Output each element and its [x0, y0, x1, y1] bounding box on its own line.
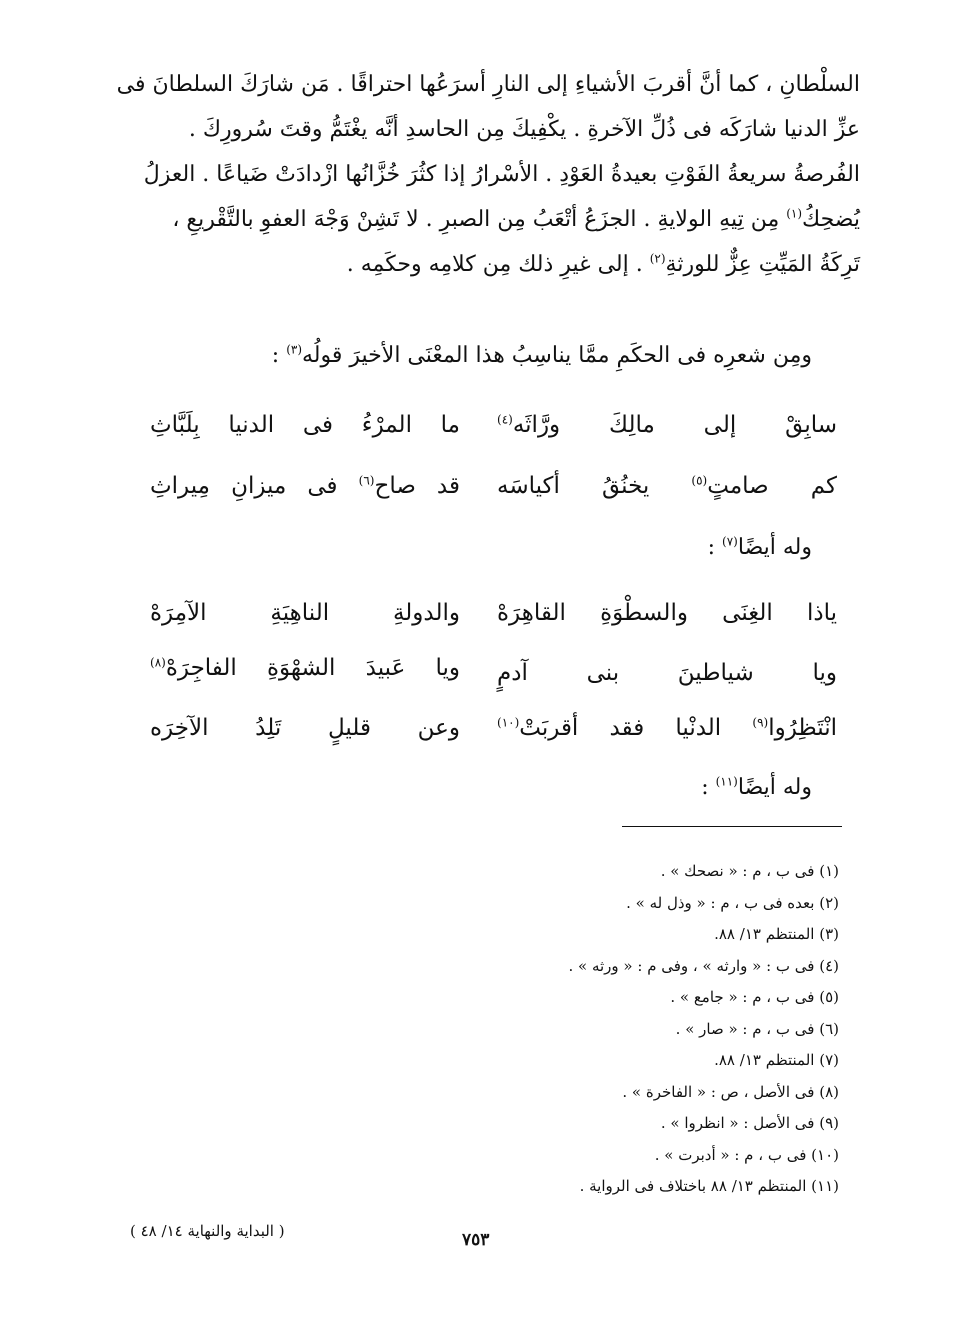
- footnote-9: (٩) فى الأصل : « انظروا » .: [660, 1114, 839, 1132]
- label-text: وله أيضًا: [737, 775, 812, 800]
- footnote-2: (٢) بعده فى ب ، م : « وذل له » .: [626, 893, 839, 912]
- page-number: ٧٥٣: [462, 1230, 490, 1250]
- prose-line-2: عزِّ الدنيا شارَكَه فى ذُلِّ الآخرةِ . يكْفِيكَ مِن الحاسدِ أنَّه يغْتَمُّ وقتَ سُرورِكَ .: [188, 117, 860, 142]
- prose-line-4-start: يُضحِكُ: [802, 207, 860, 232]
- footnote-7: (٧) المنتظم ١٣/ ٨٨.: [714, 1051, 839, 1069]
- poem2-verse2-second-hemistich: [150, 655, 460, 681]
- footnote-marker-2: (٢): [649, 251, 666, 266]
- footnote-5: (٥) فى ب ، م : « جامع » .: [670, 988, 839, 1006]
- poem2-label: [708, 535, 812, 560]
- footnote-marker-9: (٩): [752, 715, 769, 730]
- hemistich-text: ويا عَبيدَ الشهْوَةِ الفاجِرَهْ: [165, 655, 460, 681]
- poem1-verse1-first-hemistich: [497, 412, 837, 438]
- hemistich-rest: يخنُقُ أكياسَه: [497, 473, 692, 499]
- poem-intro-text: ومِن شعرِه فى الحكَمِ ممَّا يناسِبُ هذا المعْنَى الأخيرَ قولُه: [302, 343, 812, 368]
- poem3-label: [701, 775, 812, 800]
- poem-intro: [272, 343, 812, 368]
- label-colon: :: [701, 775, 716, 800]
- hemistich-text: سابِقْ إلى مالِكَ ورَّاثَه: [512, 412, 837, 438]
- footnote-marker-8: (٨): [150, 655, 166, 670]
- footnote-marker-10: (١٠): [497, 715, 520, 730]
- prose-line-5-rest: . إلى غيرِ ذلك مِن كلامِه وحكَمِه .: [346, 252, 650, 277]
- poem2-verse3-first-hemistich: [497, 715, 837, 741]
- footnote-1: (١) فى ب ، م : « نصحك » .: [660, 862, 839, 880]
- prose-line-5-start: تَرِكَةُ المَيِّتِ عِزٌّ للورثةِ: [665, 252, 860, 277]
- footnote-marker-11: (١١): [715, 774, 738, 789]
- poem2-verse3-second-hemistich: وعن قليلٍ تَلِدُ الآخِرَه: [150, 715, 460, 741]
- footnote-marker-6: (٦): [358, 473, 375, 488]
- footnotes: [568, 856, 839, 1203]
- hemistich-text: قد صاح: [374, 473, 461, 499]
- footnote-11: (١١) المنتظم ١٣/ ٨٨ باختلاف فى الرواية .: [579, 1177, 839, 1195]
- poem-intro-colon: :: [271, 343, 287, 368]
- source-reference: ( البداية والنهاية ١٤/ ٤٨ ): [130, 1222, 285, 1240]
- poem1-verse1-second-hemistich: ما المرْءُ فى الدنيا بِلَبَّاثِ: [150, 412, 460, 438]
- prose-line-4-rest: مِن تِيهِ الولايةِ . الجزَعُ أتْعَبُ مِن الصبرِ . لا تَشِنْ وَجْهَ العفوِ بالتَّقْريعِ ،: [172, 207, 787, 232]
- footnote-marker-4: (٤): [497, 412, 513, 427]
- footnote-4: (٤) فى ب : « وارثه » ، وفى م : « ورثه » .: [568, 956, 839, 975]
- footnote-marker-7: (٧): [722, 534, 738, 549]
- hemistich-rest: الدنْيا فقد أقربَتْ: [519, 715, 753, 741]
- poem1-verse2-first-hemistich: [497, 473, 837, 499]
- footnote-separator: [622, 826, 842, 827]
- prose-line-4: [140, 197, 860, 242]
- hemistich-text: كم صامتٍ: [707, 473, 837, 499]
- hemistich-rest: فى ميزانِ مِيراثِ: [150, 473, 359, 499]
- poem2-verse1-first-hemistich: ياذا الغِنَى والسطْوَةِ القاهِرَهْ: [497, 600, 837, 626]
- poem1-verse2-second-hemistich: [150, 473, 460, 499]
- poem2-verse2-first-hemistich: ويا شياطينَ بنى آدمٍ: [497, 660, 837, 686]
- footnote-3: (٣) المنتظم ١٣/ ٨٨.: [714, 925, 839, 943]
- prose-line-3: الفُرصةُ سريعةُ الفَوْتِ بعيدةُ العَوْدِ . الأسْرارُ إذا كثُرَ خُزَّانُها ازْدادَتْ ضَياعًا . العزلُ: [143, 162, 860, 187]
- label-text: وله أيضًا: [737, 535, 812, 560]
- footnote-6: (٦) فى ب ، م : « صار » .: [675, 1019, 839, 1038]
- footnote-marker-5: (٥): [691, 473, 708, 488]
- footnote-marker-1: (١): [786, 206, 803, 221]
- prose-line-5: [140, 242, 860, 287]
- footnote-marker-3: (٣): [286, 342, 303, 357]
- label-colon: :: [707, 535, 723, 560]
- footnote-8: (٨) فى الأصل ، ص : « الفاخرة » .: [622, 1082, 839, 1101]
- poem2-verse1-second-hemistich: والدولةِ الناهِيَةِ الآمِرَهْ: [150, 600, 460, 626]
- prose-line-1: السلْطانِ ، كما أنَّ أقربَ الأشياءِ إلى النارِ أسرَعُها احتراقًا . مَن شارَكَ السلطانَ فى: [116, 72, 860, 97]
- footnote-10: (١٠) فى ب ، م : « أدبرت » .: [654, 1145, 839, 1164]
- prose-paragraph: [116, 62, 860, 287]
- hemistich-text: انْتَظِرُوا: [768, 715, 837, 741]
